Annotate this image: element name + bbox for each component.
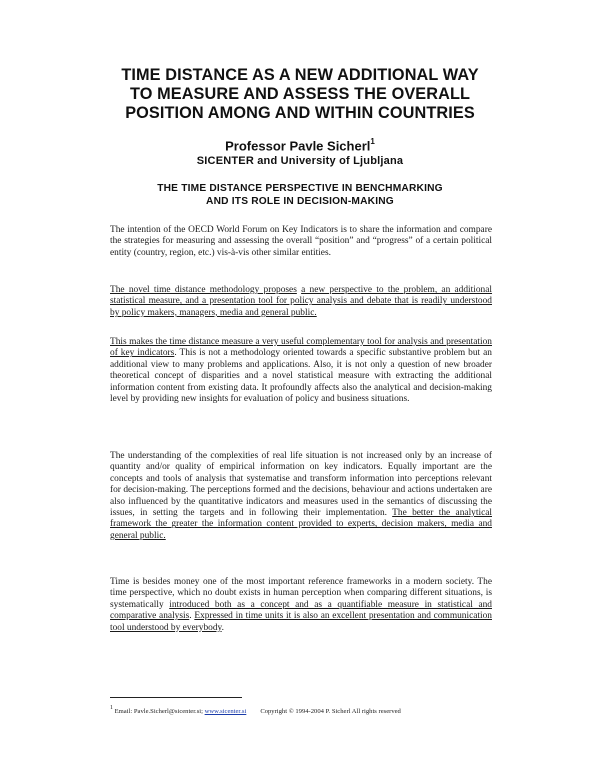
underlined-text: This makes the time distance measure a very useful complementary tool for analysis and presentation of key indicators bbox=[110, 337, 492, 359]
author-name bbox=[120, 138, 480, 153]
underlined-text: introduced both as a concept and as a quantifiable measure in statistical and comparative analysis bbox=[110, 599, 492, 622]
document-title bbox=[80, 66, 520, 123]
underlined-text: The better the analytical framework the greater the information content provided to experts, decision makers, media and general public. bbox=[110, 508, 492, 541]
paragraph-2 bbox=[110, 285, 492, 319]
title-line: TO MEASURE AND ASSESS THE OVERALL bbox=[129, 85, 471, 103]
body-text: . bbox=[189, 611, 195, 622]
underlined-text: The novel time distance methodology proposes bbox=[110, 285, 297, 295]
paragraph-1: The intention of the OECD World Forum on Key Indicators is to share the information and compare the strategies for measuring and assessing the overall “position” and “progress” of a certain political entity (country, region, etc.) vis-à-vis other similar entities. bbox=[110, 225, 492, 258]
section-subtitle bbox=[100, 182, 500, 208]
title-line: TIME DISTANCE AS A NEW ADDITIONAL WAY bbox=[121, 66, 479, 84]
body-text: . This is not a methodology oriented towards a specific substantive problem but an additional view to many problems and applications. Also, it is not only a question of new broader theoretical concept of disparities and a novel statistical measure with extracting the additional information content from existing data. It profoundly affects also the analytical and decision-making level by providing new insights for evaluation of policy and business situations. bbox=[110, 348, 492, 405]
subtitle-line: AND ITS ROLE IN DECISION-MAKING bbox=[206, 196, 394, 207]
website-link[interactable]: www.sicenter.si bbox=[204, 708, 247, 716]
footnote-marker[interactable]: 1 bbox=[370, 137, 375, 146]
body-text: The understanding of the complexities of real life situation is not increased only by an increase of quantity and/or quality of empirical information on key indicators. Equally important are the concepts and tools of analysis that systematise and transform information into perceptions relevant for decision-making. The perceptions formed and the decisions, behaviour and actions undertaken are also influenced by the quantitative indicators and measures used in the semantics of discussing the issues, in setting the targets and in following their implementation. bbox=[110, 451, 492, 519]
footnote-number: 1 bbox=[110, 705, 113, 711]
footnote-divider bbox=[110, 697, 242, 698]
body-text: Time is besides money one of the most important reference frameworks in a modern society. The time perspective, which no doubt exists in human perception when comparing different situations, is systematically bbox=[110, 577, 492, 610]
body-text: . bbox=[221, 622, 224, 633]
author-name-text: Professor Pavle Sicherl bbox=[225, 138, 371, 154]
copyright-notice: Copyright © 1994-2004 P. Sicherl All rights reserved bbox=[260, 708, 401, 716]
paragraph-5 bbox=[110, 577, 492, 634]
author-affiliation: SICENTER and University of Ljubljana bbox=[196, 155, 404, 167]
footnote bbox=[110, 706, 510, 715]
paragraph-4 bbox=[110, 451, 492, 542]
subtitle-line: THE TIME DISTANCE PERSPECTIVE IN BENCHMARKING bbox=[157, 183, 443, 194]
underlined-text: a new perspective to the problem, an additional statistical measure, and a presentation tool for policy analysis and debate that is readily understood by policy makers, managers, media and general public. bbox=[110, 285, 493, 318]
paragraph-3 bbox=[110, 337, 492, 405]
footnote-email: Email: Pavle.Sicherl@sicenter.si; bbox=[113, 708, 203, 716]
underlined-text: Expressed in time units it is also an excellent presentation and communication tool understood by everybody bbox=[110, 611, 492, 633]
title-line: POSITION AMONG AND WITHIN COUNTRIES bbox=[125, 104, 475, 122]
